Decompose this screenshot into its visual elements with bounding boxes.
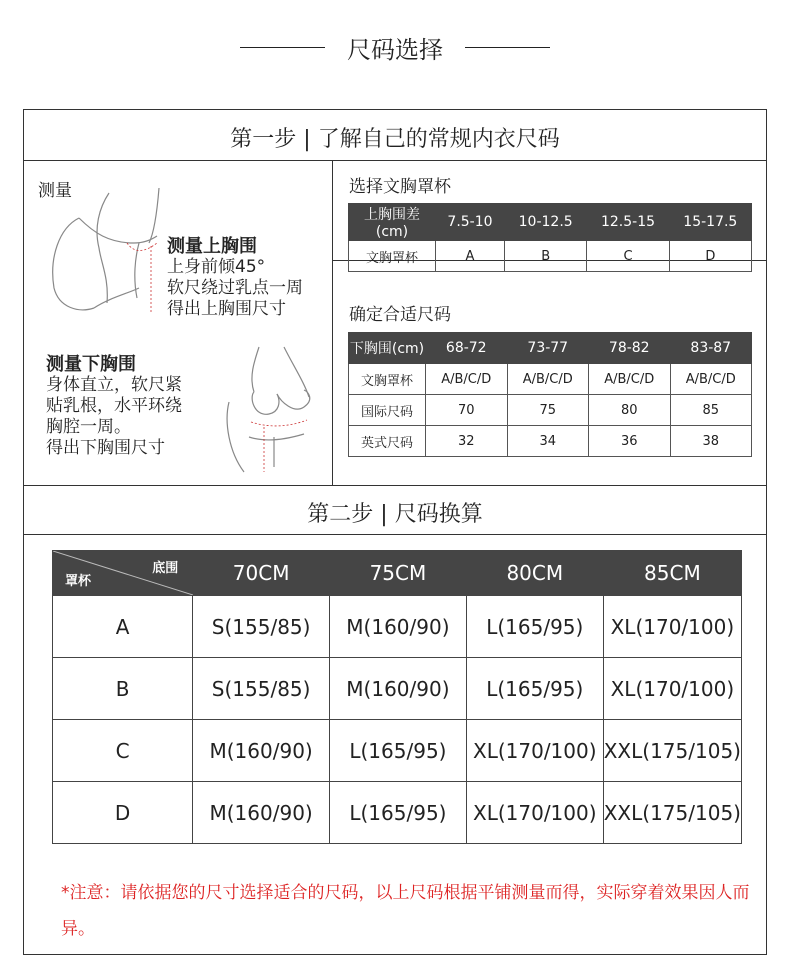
table-cell: C [587, 241, 669, 272]
column-header: 80CM [466, 551, 603, 596]
table-header-cell: 15-17.5 [669, 204, 751, 241]
table-cell: 36 [589, 426, 671, 457]
table-header-cell: 7.5-10 [436, 204, 505, 241]
upper-bust-line: 得出上胸围尺寸 [167, 299, 286, 319]
table-cell: 国际尺码 [349, 395, 426, 426]
table-cell: 文胸罩杯 [349, 364, 426, 395]
table-cell: XL(170/100) [466, 720, 603, 782]
upper-bust-illustration [39, 188, 169, 318]
table-header-cell: 下胸围(cm) [349, 333, 426, 364]
table-cell: L(165/95) [330, 720, 467, 782]
table-header-cell: 73-77 [507, 333, 589, 364]
table-cell: S(155/85) [193, 658, 330, 720]
upper-bust-title: 测量上胸围 [167, 236, 257, 257]
table-cell: M(160/90) [193, 782, 330, 844]
upper-bust-line: 软尺绕过乳点一周 [167, 278, 303, 298]
table-cell: L(165/95) [466, 596, 603, 658]
measure-label: 测量 [38, 181, 72, 201]
divider [24, 485, 766, 486]
size-note: *注意：请依据您的尺寸选择适合的尺码，以上尺码根据平铺测量而得，实际穿着效果因人而异。 [61, 883, 750, 939]
table-cell: XL(170/100) [603, 658, 741, 720]
page-title: 尺码选择 [347, 36, 443, 64]
table-cell: 英式尺码 [349, 426, 426, 457]
table-cell: S(155/85) [193, 596, 330, 658]
column-header: 70CM [193, 551, 330, 596]
column-header: 85CM [603, 551, 741, 596]
table-header-cell: 12.5-15 [587, 204, 669, 241]
table-cell: XXL(175/105) [603, 720, 741, 782]
table-cell: A/B/C/D [507, 364, 589, 395]
size-guide-frame [23, 109, 767, 955]
table-cell: 文胸罩杯 [349, 241, 436, 272]
table-cell: D [53, 782, 193, 844]
corner-bottom-label: 罩杯 [65, 574, 92, 589]
lower-bust-line: 身体直立，软尺紧 [46, 375, 182, 395]
table-cell: A/B/C/D [426, 364, 508, 395]
table-row [53, 596, 742, 658]
table-cell: XL(170/100) [466, 782, 603, 844]
size-label: 确定合适尺码 [349, 305, 451, 325]
lower-bust-title: 测量下胸围 [46, 354, 136, 375]
header-line-right [465, 47, 550, 48]
conversion-table [52, 550, 742, 844]
size-table [348, 332, 752, 457]
table-row [53, 658, 742, 720]
step1-title: 第一步 | 了解自己的常规内衣尺码 [230, 127, 560, 152]
corner-top-label: 底围 [152, 561, 179, 576]
table-cell: B [505, 241, 587, 272]
table-cell: M(160/90) [330, 658, 467, 720]
upper-bust-line: 上身前倾45° [167, 257, 266, 277]
table-cell: A/B/C/D [670, 364, 752, 395]
table-cell: A [53, 596, 193, 658]
table-cell: XL(170/100) [603, 596, 741, 658]
table-cell: 38 [670, 426, 752, 457]
table-header-cell: 68-72 [426, 333, 508, 364]
table-cell: M(160/90) [330, 596, 467, 658]
table-cell: C [53, 720, 193, 782]
table-cell: L(165/95) [466, 658, 603, 720]
cup-table [348, 203, 752, 272]
cup-label: 选择文胸罩杯 [349, 177, 451, 197]
table-cell: 75 [507, 395, 589, 426]
table-header-cell: 83-87 [670, 333, 752, 364]
table-row [53, 720, 742, 782]
table-row [53, 782, 742, 844]
table-header-cell: 10-12.5 [505, 204, 587, 241]
table-cell: 70 [426, 395, 508, 426]
table-cell: L(165/95) [330, 782, 467, 844]
table-cell: B [53, 658, 193, 720]
table-cell: 34 [507, 426, 589, 457]
lower-bust-illustration [209, 342, 324, 477]
table-cell: D [669, 241, 751, 272]
table-cell: A/B/C/D [589, 364, 671, 395]
corner-cell [53, 551, 193, 596]
divider [24, 534, 766, 535]
table-cell: 32 [426, 426, 508, 457]
table-cell: 85 [670, 395, 752, 426]
table-cell: XXL(175/105) [603, 782, 741, 844]
lower-bust-line: 得出下胸围尺寸 [46, 438, 165, 458]
divider [24, 160, 766, 161]
lower-bust-line: 胸腔一周。 [46, 417, 131, 437]
table-cell: A [436, 241, 505, 272]
lower-bust-line: 贴乳根，水平环绕 [46, 396, 182, 416]
divider [332, 160, 333, 485]
table-cell: M(160/90) [193, 720, 330, 782]
table-header-cell: 上胸围差(cm) [349, 204, 436, 241]
column-header: 75CM [330, 551, 467, 596]
upper-bust-text [167, 236, 303, 320]
table-cell: 80 [589, 395, 671, 426]
table-header-cell: 78-82 [589, 333, 671, 364]
lower-bust-text [46, 354, 182, 459]
step2-title: 第二步 | 尺码换算 [307, 502, 483, 527]
